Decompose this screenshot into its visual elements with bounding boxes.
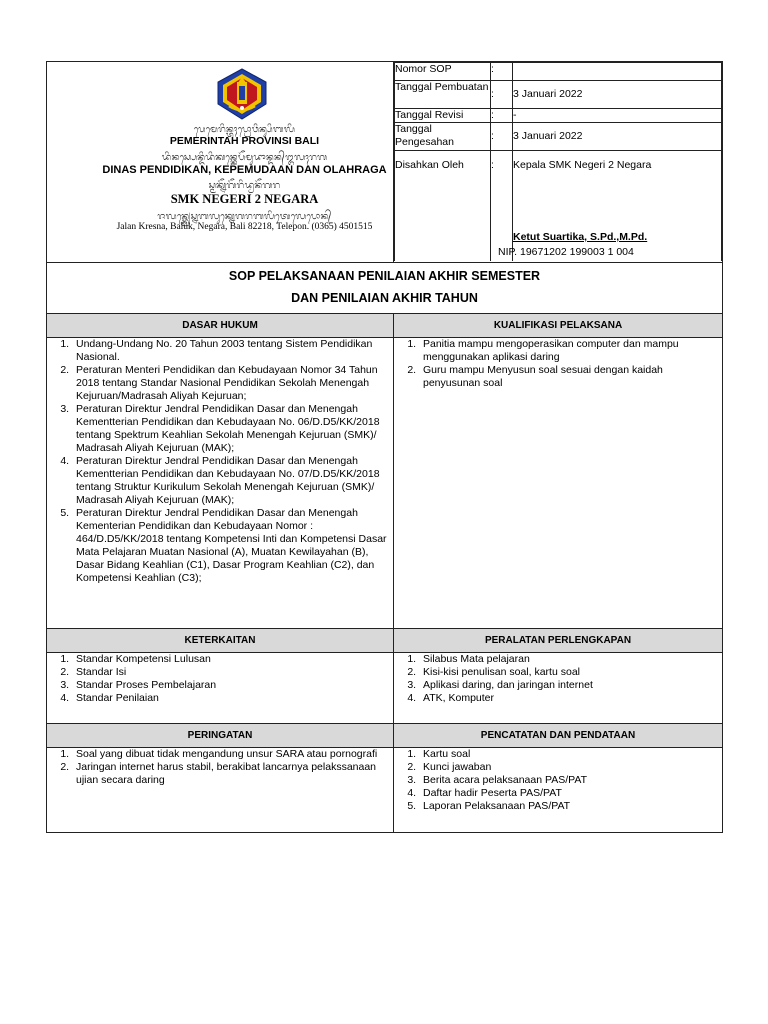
kualifikasi-heading: KUALIFIKASI PELAKSANA	[394, 314, 723, 338]
list-item: 1. Silabus Mata pelajaran	[419, 653, 716, 666]
meta-row-revisi	[395, 109, 722, 123]
school-name: SMK NEGERI 2 NEGARA	[170, 192, 319, 206]
sop-meta-cell	[394, 62, 723, 263]
meta-colon: :	[491, 63, 513, 81]
list-item: 2. Peraturan Menteri Pendidikan dan Kebudayaan Nomor 34 Tahun 2018 tentang Standar Nasional Pendidikan Sekolah Menengah Kejuruan/Madrasah Aliyah Kejuruan;	[72, 364, 387, 403]
list-item: 3. Berita acara pelaksanaan PAS/PAT	[419, 774, 716, 787]
balinese-script-line: ᬲ᭄ᬫᬓ᭄ᬦᭂᬕᭂᬭᬶᬤ᭄ᬯᬦᭂᬕᬭ	[208, 181, 281, 191]
document-title: SOP PELAKSANAAN PENILAIAN AKHIR SEMESTER	[228, 269, 541, 283]
meta-colon: :	[491, 109, 513, 123]
list-item: 2. Jaringan internet harus stabil, berakibat lancarnya pelakssanaan ujian secara daring	[72, 761, 387, 787]
list-item: 4. ATK, Komputer	[419, 692, 716, 705]
list-item: 1. Panitia mampu mengoperasikan computer dan mampu menggunakan aplikasi daring	[419, 338, 716, 364]
keterkaitan-list	[47, 653, 393, 705]
meta-value: 3 Januari 2022	[513, 123, 722, 151]
list-item: 3. Standar Proses Pembelajaran	[72, 679, 387, 692]
meta-row-pengesahan	[395, 123, 722, 151]
meta-label: Disahkan Oleh	[395, 151, 491, 261]
peringatan-list	[47, 748, 393, 787]
peringatan-cell	[47, 748, 394, 833]
meta-row-pembuatan	[395, 81, 722, 109]
list-item: 1. Standar Kompetensi Lulusan	[72, 653, 387, 666]
list-item: 5. Peraturan Direktur Jendral Pendidikan Dasar dan Menengah Kementerian Pendidikan dan Kebudayaan Nomor : 464/D.D5/KK/2018 tentang Kompetensi Inti dan Kompetensi Dasar Mata Pelajaran Muatan Nasional (A), Muatan Kewilayahan (B), Dasar Bidang Keahlian (C1), Dasar Program Keahlian (C2), dan Kompetensi Keahlian (C3);	[72, 507, 387, 585]
meta-label: Tanggal Pembuatan	[395, 81, 491, 109]
list-item: 2. Standar Isi	[72, 666, 387, 679]
list-item: 2. Guru mampu Menyusun soal sesuai dengan kaidah penyusunan soal	[419, 364, 716, 390]
dasar-hukum-list	[47, 338, 393, 585]
list-item: 3. Peraturan Direktur Jendral Pendidikan Dasar dan Menengah Kementterian Pendidikan dan Kebudayaan No. 06/D.D5/KK/2018 tentang Spektrum Keahlian Sekolah Menengah Kejuruan (SMK)/ Madrasah Aliyah Kejuruan (MAK);	[72, 403, 387, 455]
signatory-name: Ketut Suartika, S.Pd.,M.Pd.	[513, 231, 648, 243]
meta-colon: :	[491, 151, 513, 261]
signature-block	[498, 231, 713, 259]
meta-value-cell	[498, 151, 722, 261]
list-item: 1. Undang-Undang No. 20 Tahun 2003 tentang Sistem Pendidikan Nasional.	[72, 338, 387, 364]
meta-value: 3 Januari 2022	[513, 81, 722, 109]
meta-value: Kepala SMK Negeri 2 Negara	[513, 159, 652, 171]
list-item: 4. Peraturan Direktur Jendral Pendidikan Dasar dan Menengah Kementterian Pendidikan dan Kebudayaan No. 07/D.D5/KK/2018 tentang Struktur Kurikulum Sekolah Menengah Kejuruan (SMK)/ Madrasah Aliyah Kejuruan (MAK);	[72, 455, 387, 507]
meta-label: Tanggal Pengesahan	[395, 123, 491, 151]
balinese-script-line: ᬤᬶᬦᬲ᭄ᬧᬾᬦ᭄ᬤᬶᬤᬶᬓᬦ᭄ᬓᬾᬧᭂᬫᬸᬤᬵᬦ᭄ᬤᬦ᭄ᬑᬮᬄᬭᬕ	[161, 153, 328, 163]
document-subtitle: DAN PENILAIAN AKHIR TAHUN	[291, 291, 478, 305]
list-item: 2. Kunci jawaban	[419, 761, 716, 774]
peralatan-cell	[394, 653, 723, 724]
pencatatan-heading: PENCATATAN DAN PENDATAAN	[394, 724, 723, 748]
meta-label: Tanggal Revisi	[395, 109, 491, 123]
kualifikasi-list	[394, 338, 722, 390]
list-item: 1. Soal yang dibuat tidak mengandung unsur SARA atau pornografi	[72, 748, 387, 761]
kualifikasi-cell	[394, 338, 723, 629]
sop-table	[46, 61, 723, 833]
bali-province-emblem-icon	[217, 68, 267, 120]
list-item: 2. Kisi-kisi penulisan soal, kartu soal	[419, 666, 716, 679]
peralatan-heading: PERALATAN PERLENGKAPAN	[394, 629, 723, 653]
meta-colon: :	[491, 123, 513, 151]
school-address: Jalan Kresna, Baluk, Negara, Bali 82218, Telepon. (0365) 4501515	[116, 222, 373, 232]
department-name: DINAS PENDIDIKAN, KEPEMUDAAN DAN OLAHRAGA	[102, 164, 387, 176]
meta-colon: :	[491, 81, 513, 109]
dasar-hukum-heading: DASAR HUKUM	[47, 314, 394, 338]
meta-label: Nomor SOP	[395, 63, 491, 81]
letterhead-cell	[47, 62, 394, 263]
list-item: 3. Aplikasi daring, dan jaringan internet	[419, 679, 716, 692]
list-item: 1. Kartu soal	[419, 748, 716, 761]
list-item: 5. Laporan Pelaksanaan PAS/PAT	[419, 800, 716, 813]
dasar-hukum-cell	[47, 338, 394, 629]
meta-row-disahkan	[395, 151, 722, 261]
sop-meta-table	[394, 62, 722, 261]
government-name: PEMERINTAH PROVINSI BALI	[169, 135, 320, 147]
pencatatan-list	[394, 748, 722, 813]
sop-document	[46, 61, 722, 833]
peringatan-heading: PERINGATAN	[47, 724, 394, 748]
keterkaitan-cell	[47, 653, 394, 724]
meta-row-nomor	[395, 63, 722, 81]
signatory-nip: NIP. 19671202 199003 1 004	[498, 246, 634, 258]
pencatatan-cell	[394, 748, 723, 833]
keterkaitan-heading: KETERKAITAN	[47, 629, 394, 653]
balinese-script-line: ᬚᬮᬦ᭄ᬓ᭄ᬭᬾᬲ᭄ᬦᬩᬮᬸᬓ᭄ᬦᬾᬕᬭᬩᬮᬶᬢᬾᬮᬾᬧᭀᬦ᭄	[157, 212, 332, 222]
meta-value: -	[513, 109, 722, 123]
list-item: 4. Standar Penilaian	[72, 692, 387, 705]
peralatan-list	[394, 653, 722, 705]
meta-value	[513, 63, 722, 81]
list-item: 4. Daftar hadir Peserta PAS/PAT	[419, 787, 716, 800]
balinese-script-line: ᬧᬾᬫᬾᬭᬶᬦ᭄ᬢᬄᬧ᭄ᬭᭀᬯᬶᬦ᭄ᬲᬶᬩᬮᬶ	[193, 125, 296, 135]
document-title-cell	[47, 263, 723, 314]
